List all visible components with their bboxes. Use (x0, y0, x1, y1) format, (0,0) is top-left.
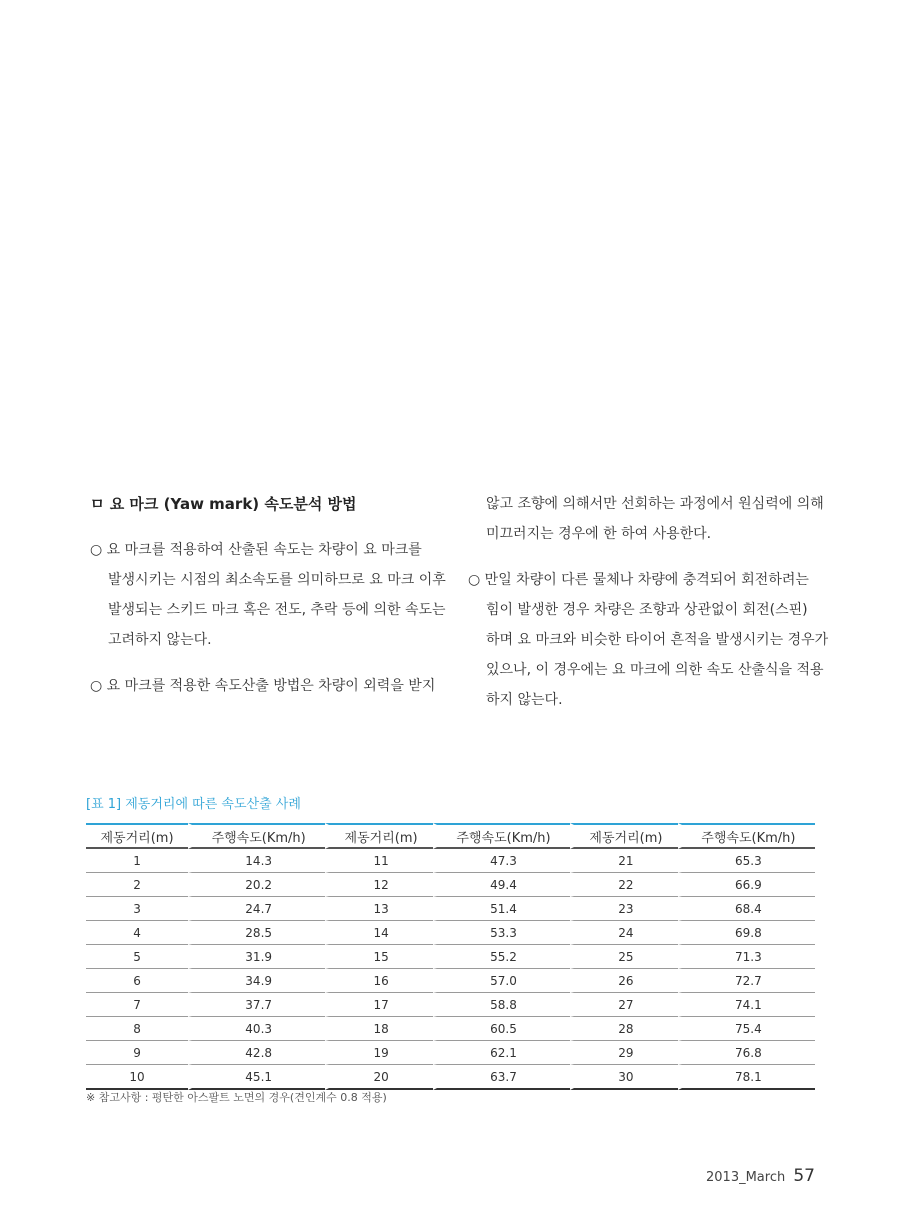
paragraph-line: 있으나, 이 경우에는 요 마크에 의한 속도 산출식을 적용 (486, 662, 824, 678)
table-cell: 24.7 (188, 897, 325, 921)
table-cell: 68.4 (678, 897, 815, 921)
table-cell: 22 (570, 873, 678, 897)
table-cell: 27 (570, 993, 678, 1017)
paragraph-line: 하며 요 마크와 비슷한 타이어 흔적을 발생시키는 경우가 (486, 632, 829, 648)
table-cell: 57.0 (433, 969, 570, 993)
table-cell: 20.2 (188, 873, 325, 897)
table-cell: 40.3 (188, 1017, 325, 1041)
column-header: 주행속도(Km/h) (678, 823, 815, 849)
table-cell: 1 (86, 849, 188, 873)
paragraph-line: 하지 않는다. (486, 692, 563, 708)
table-cell: 13 (325, 897, 433, 921)
paragraph-line: ○ 요 마크를 적용한 속도산출 방법은 차량이 외력을 받지 (90, 678, 436, 694)
column-header: 제동거리(m) (86, 823, 188, 849)
table-cell: 20 (325, 1065, 433, 1090)
table-cell: 21 (570, 849, 678, 873)
column-header: 제동거리(m) (570, 823, 678, 849)
paragraph-line: 발생시키는 시점의 최소속도를 의미하므로 요 마크 이후 (108, 572, 446, 588)
paragraph-line: 않고 조향에 의해서만 선회하는 과정에서 원심력에 의해 (486, 496, 824, 512)
section-heading: ㅁ 요 마크 (Yaw mark) 속도분석 방법 (90, 495, 357, 513)
column-header: 주행속도(Km/h) (433, 823, 570, 849)
table-body (86, 849, 815, 1090)
paragraph-line: 미끄러지는 경우에 한 하여 사용한다. (486, 526, 712, 542)
table-cell: 63.7 (433, 1065, 570, 1090)
table-cell: 55.2 (433, 945, 570, 969)
paragraph-2-continued (468, 489, 824, 549)
table-cell: 28 (570, 1017, 678, 1041)
table-cell: 47.3 (433, 849, 570, 873)
table-cell: 34.9 (188, 969, 325, 993)
table-cell: 24 (570, 921, 678, 945)
table-cell: 28.5 (188, 921, 325, 945)
table-cell: 29 (570, 1041, 678, 1065)
table-header-row (86, 823, 815, 849)
table-cell: 14 (325, 921, 433, 945)
table-cell: 78.1 (678, 1065, 815, 1090)
table-row (86, 921, 815, 945)
table-cell: 6 (86, 969, 188, 993)
table-cell: 42.8 (188, 1041, 325, 1065)
table-cell: 31.9 (188, 945, 325, 969)
paragraph-2 (90, 671, 436, 701)
page-footer (706, 1166, 815, 1186)
table-cell: 2 (86, 873, 188, 897)
table-cell: 10 (86, 1065, 188, 1090)
table-cell: 75.4 (678, 1017, 815, 1041)
left-column (90, 489, 446, 717)
table-cell: 15 (325, 945, 433, 969)
table-row (86, 1065, 815, 1090)
table-row (86, 1017, 815, 1041)
table-cell: 19 (325, 1041, 433, 1065)
paragraph-line: 발생되는 스키드 마크 혹은 전도, 추락 등에 의한 속도는 (108, 602, 446, 618)
table-cell: 71.3 (678, 945, 815, 969)
table-cell: 58.8 (433, 993, 570, 1017)
right-column (468, 489, 829, 731)
table-cell: 30 (570, 1065, 678, 1090)
paragraph-line: ○ 만일 차량이 다른 물체나 차량에 충격되어 회전하려는 (468, 572, 809, 588)
table-cell: 16 (325, 969, 433, 993)
paragraph-3 (468, 565, 829, 715)
braking-speed-table (86, 823, 815, 1090)
table-cell: 49.4 (433, 873, 570, 897)
paragraph-line: ○ 요 마크를 적용하여 산출된 속도는 차량이 요 마크를 (90, 542, 422, 558)
table-cell: 14.3 (188, 849, 325, 873)
table-cell: 18 (325, 1017, 433, 1041)
table-cell: 3 (86, 897, 188, 921)
column-header: 제동거리(m) (325, 823, 433, 849)
page-number: 57 (793, 1166, 815, 1186)
table-cell: 9 (86, 1041, 188, 1065)
table-title: [표 1] 제동거리에 따른 속도산출 사례 (86, 797, 301, 812)
table-cell: 76.8 (678, 1041, 815, 1065)
table-cell: 51.4 (433, 897, 570, 921)
table-cell: 5 (86, 945, 188, 969)
table-row (86, 1041, 815, 1065)
table-row (86, 849, 815, 873)
table-note: ※ 참고사항 : 평탄한 아스팔트 노면의 경우(견인계수 0.8 적용) (86, 1091, 387, 1104)
table-cell: 69.8 (678, 921, 815, 945)
table-cell: 45.1 (188, 1065, 325, 1090)
table-cell: 17 (325, 993, 433, 1017)
issue-label: 2013_March (706, 1170, 786, 1185)
column-header: 주행속도(Km/h) (188, 823, 325, 849)
table-cell: 25 (570, 945, 678, 969)
table-row (86, 969, 815, 993)
table-cell: 37.7 (188, 993, 325, 1017)
table-cell: 65.3 (678, 849, 815, 873)
table-cell: 23 (570, 897, 678, 921)
table-cell: 8 (86, 1017, 188, 1041)
table-cell: 4 (86, 921, 188, 945)
table-cell: 7 (86, 993, 188, 1017)
paragraph-line: 힘이 발생한 경우 차량은 조향과 상관없이 회전(스핀) (486, 602, 808, 618)
table-cell: 72.7 (678, 969, 815, 993)
table-cell: 60.5 (433, 1017, 570, 1041)
table-row (86, 897, 815, 921)
table-cell: 74.1 (678, 993, 815, 1017)
table-row (86, 993, 815, 1017)
table-row (86, 873, 815, 897)
table-cell: 12 (325, 873, 433, 897)
table-row (86, 945, 815, 969)
paragraph-1 (90, 535, 446, 655)
table-cell: 11 (325, 849, 433, 873)
paragraph-line: 고려하지 않는다. (108, 632, 212, 648)
table-cell: 53.3 (433, 921, 570, 945)
table-cell: 62.1 (433, 1041, 570, 1065)
table-cell: 26 (570, 969, 678, 993)
table-cell: 66.9 (678, 873, 815, 897)
